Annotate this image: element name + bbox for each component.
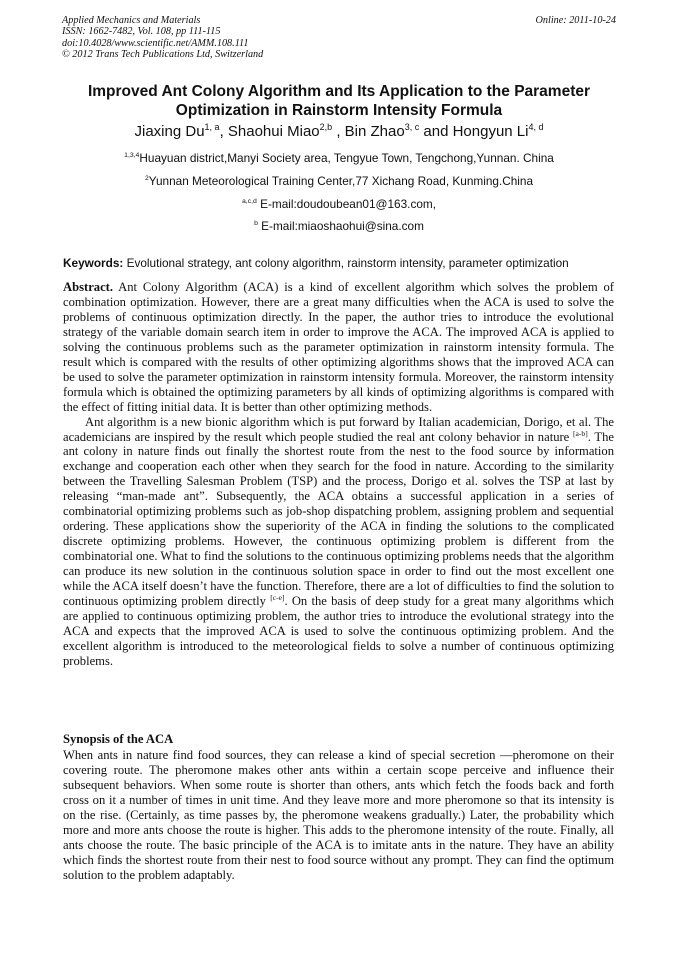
keywords-line xyxy=(63,256,617,270)
affiliation-text: Yunnan Meteorological Training Center,77 Xichang Road, Kunming.China xyxy=(148,174,534,188)
doi-line: doi:10.4028/www.scientific.net/AMM.108.111 xyxy=(62,37,249,49)
main-text xyxy=(63,280,614,669)
title-line-2: Optimization in Rainstorm Intensity Formula xyxy=(175,102,503,119)
title-line-1: Improved Ant Colony Algorithm and Its Application to the Parameter xyxy=(87,83,591,100)
author-name: , Bin Zhao xyxy=(332,123,405,140)
synopsis-paragraph: When ants in nature find food sources, they can release a kind of special secretion —pheromone on their covering route. The pheromone makes other ants within a certain scope perceive and influence their subsequent behaviors. When some route is shorter than others, ants which fetch the foods back and forth cross on it a number of times in unit time. And they leave more and more pheromone so that its intensity is on the rise. (Certainly, as time passes by, the pheromone weakens gradually.) Later, the probability which more and more ants choose the route is higher. This adds to the pheromone intensity of the route. Finally, all ants choose the route. The basic principle of the ACA is to imitate ants in the nature. They have an ability which finds the shortest route from their nest to food source without any prompt. They can find the optimum solution to the problem adaptably. xyxy=(63,748,614,882)
paper-title xyxy=(62,82,616,120)
abstract-text: Ant Colony Algorithm (ACA) is a kind of excellent algorithm which solves the problem of combination optimization. However, there are a great many difficulties when the ACA is used to solve the problems of continuous optimization directly. In the paper, the author tries to introduce the evolutional strategy of the variable domain search item in order to improve the ACA. The improved ACA is applied to solving the continuous problems such as the parameter optimization in rainstorm intensity formula. The result which is compared with the results of other optimizing algorithms shows that the improved ACA can be used to solve the parameter optimization in rainstorm intensity formula. Moreover, the rainstorm intensity formula which is obtained the optimizing parameters by all kinds of optimizing algorithms is compared with the effect of fitting initial data. It is better than other optimizing methods. xyxy=(63,280,614,414)
keywords-text: Evolutional strategy, ant colony algorithm, rainstorm intensity, parameter optimization xyxy=(123,256,569,270)
affiliation-superscript: 1,3,4 xyxy=(124,152,140,160)
email-text: E-mail:doudoubean01@163.com, xyxy=(256,197,437,211)
author-name: , Shaohui Miao xyxy=(219,123,320,140)
issn-line: ISSN: 1662-7482, Vol. 108, pp 111-115 xyxy=(62,26,221,38)
intro-text-1: Ant algorithm is a new bionic algorithm which is put forward by Italian academician, Dorigo, et al. The academicians are inspired by the result which people studied the real ant colony behavior in nature xyxy=(63,414,614,444)
keywords-label: Keywords: xyxy=(63,256,124,270)
copyright-line: © 2012 Trans Tech Publications Ltd, Switzerland xyxy=(62,49,264,61)
citation: [c-e] xyxy=(270,592,285,602)
email-superscript: a,c,d xyxy=(241,198,257,206)
intro-text-3: . On the basis of deep study for a great many algorithms which are applied to continuous optimizing problem, the author tries to introduce the evolutional strategy into the ACA and expects that the improved ACA is used to solve the continuous optimizing problem. And the excellent algorithm is introduced to the meteorological fields to solve a number of continuous optimizing problems. xyxy=(63,594,614,668)
intro-paragraph xyxy=(63,415,614,669)
author-superscript: 3, c xyxy=(404,122,420,132)
author-superscript: 1, a xyxy=(204,122,220,132)
online-date: Online: 2011-10-24 xyxy=(535,15,616,26)
running-header xyxy=(62,15,616,61)
citation: [a-b] xyxy=(573,428,588,438)
section-heading: Synopsis of the ACA xyxy=(63,732,174,746)
email-2 xyxy=(62,219,616,233)
affiliation-superscript: 2 xyxy=(144,175,149,183)
author-name: Jiaxing Du xyxy=(134,123,205,140)
affiliation-2 xyxy=(62,174,616,188)
email-1 xyxy=(62,197,616,211)
affiliation-text: Huayuan district,Manyi Society area, Tengyue Town, Tengchong,Yunnan. China xyxy=(139,151,554,165)
author-list xyxy=(62,122,616,141)
email-text: E-mail:miaoshaohui@sina.com xyxy=(257,219,424,233)
author-name: and Hongyun Li xyxy=(419,123,529,140)
affiliation-1 xyxy=(62,151,616,165)
synopsis-section xyxy=(63,748,614,883)
intro-text-2: . The ant colony in nature finds out finally the shortest route from the nest to the food source by information exchange and cooperation each other when they search for the food in nature. According to the similarity between the Travelling Salesman Problem (TSP) and the process, Dorigo et al. solves the TSP at last by releasing “man-made ant”. Subsequently, the ACA obtains a successful application in a series of combinatorial optimizing problems such as job-shop dispatching problem, assigning problem and sequential ordering. These applications show the superiority of the ACA in finding the solutions to the complicated discrete optimizing problems. However, the continuous optimizing problem is different from the combinatorial one. What to find the solutions to the continuous optimizing problems needs that the algorithm can produce its new solution in the continuous solution space in order to find out the most excellent one while the ACA itself doesn’t have the function. Therefore, there are a lot of difficulties to find the solution to continuous optimizing problem directly xyxy=(63,429,614,609)
abstract-label: Abstract. xyxy=(63,280,114,294)
author-superscript: 4, d xyxy=(528,122,544,132)
author-superscript: 2,b xyxy=(319,122,333,132)
email-superscript: b xyxy=(254,220,258,228)
abstract-paragraph xyxy=(63,280,614,415)
journal-name: Applied Mechanics and Materials xyxy=(62,15,201,26)
